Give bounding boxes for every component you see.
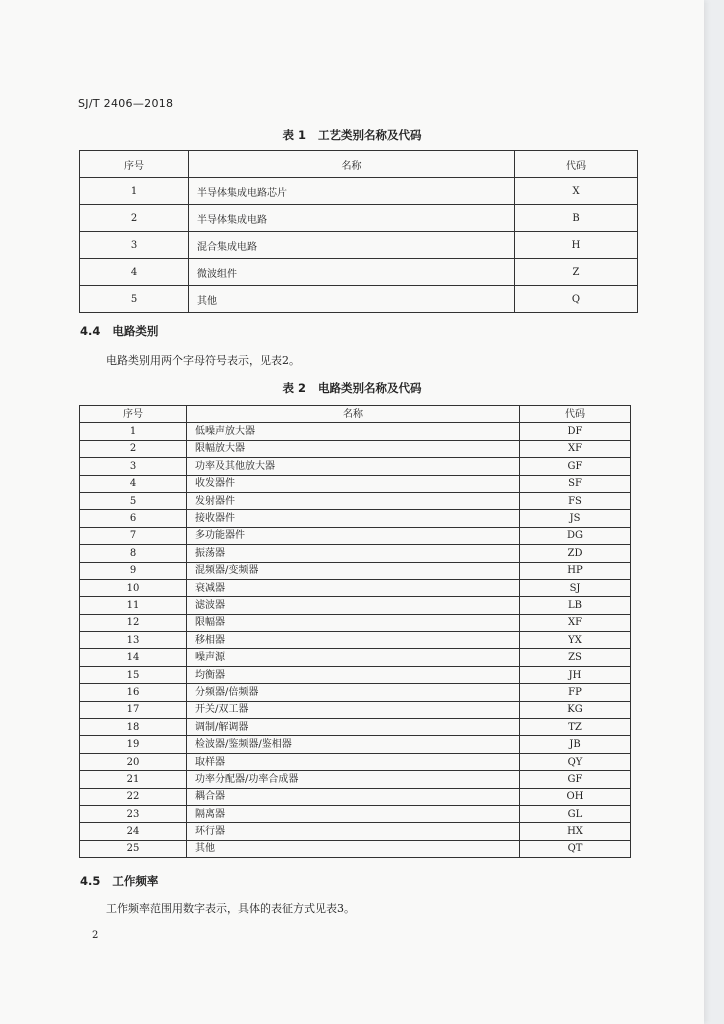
- table2-code-cell: OH: [520, 788, 631, 805]
- table2-row: [80, 440, 631, 457]
- table1-row: [80, 232, 638, 259]
- table2-name-cell: 检波器/鉴频器/鉴相器: [187, 736, 520, 753]
- table2-name-cell: 分频器/倍频器: [187, 684, 520, 701]
- table2-code-cell: LB: [520, 597, 631, 614]
- table2-number-cell: 12: [80, 614, 187, 631]
- table1: [79, 150, 638, 313]
- section-4-4-paragraph: 电路类别用两个字母符号表示，见表2。: [106, 354, 300, 367]
- table2-code-cell: GL: [520, 805, 631, 822]
- table2-row: [80, 771, 631, 788]
- table2-code-cell: JB: [520, 736, 631, 753]
- table2: [79, 405, 631, 858]
- table2-number-cell: 7: [80, 527, 187, 544]
- table2-row: [80, 545, 631, 562]
- table2-row: [80, 597, 631, 614]
- table1-number-cell: 3: [80, 232, 189, 259]
- table2-row: [80, 562, 631, 579]
- table2-row: [80, 719, 631, 736]
- table2-name-cell: 均衡器: [187, 666, 520, 683]
- table1-number-cell: 1: [80, 178, 189, 205]
- table1-title: 工艺类别名称及代码: [318, 128, 422, 142]
- table2-number-cell: 22: [80, 788, 187, 805]
- table2-code-cell: ZS: [520, 649, 631, 666]
- table2-number-cell: 9: [80, 562, 187, 579]
- table2-number-cell: 13: [80, 632, 187, 649]
- table2-code-cell: FS: [520, 492, 631, 509]
- table2-row: [80, 649, 631, 666]
- table2-name-cell: 功率及其他放大器: [187, 458, 520, 475]
- table2-name-cell: 限幅器: [187, 614, 520, 631]
- table1-number: 表 1: [282, 128, 306, 142]
- table1-name-cell: 混合集成电路: [189, 232, 515, 259]
- table2-number-cell: 11: [80, 597, 187, 614]
- table2-code-cell: XF: [520, 440, 631, 457]
- table1-caption: [0, 127, 704, 143]
- table2-row: [80, 840, 631, 857]
- table2-row: [80, 475, 631, 492]
- table2-row: [80, 788, 631, 805]
- table2-row: [80, 492, 631, 509]
- table2-name-cell: 滤波器: [187, 597, 520, 614]
- table2-name-cell: 移相器: [187, 632, 520, 649]
- table2-code-cell: TZ: [520, 719, 631, 736]
- section-4-5-number: 4.5: [80, 874, 101, 888]
- table2-number-cell: 19: [80, 736, 187, 753]
- table1-body: [80, 178, 638, 313]
- table2-code-cell: SF: [520, 475, 631, 492]
- table2-row: [80, 823, 631, 840]
- section-4-4-heading: [80, 323, 158, 339]
- table2-row: [80, 805, 631, 822]
- table2-header-row: [80, 406, 631, 423]
- table2-number-cell: 3: [80, 458, 187, 475]
- table2-row: [80, 684, 631, 701]
- table2-name-cell: 混频器/变频器: [187, 562, 520, 579]
- table1-name-cell: 半导体集成电路: [189, 205, 515, 232]
- table2-row: [80, 527, 631, 544]
- table2-name-cell: 收发器件: [187, 475, 520, 492]
- table2-code-cell: QY: [520, 753, 631, 770]
- table1-number-cell: 4: [80, 259, 189, 286]
- table2-code-cell: HX: [520, 823, 631, 840]
- table1-row: [80, 205, 638, 232]
- table2-number-cell: 24: [80, 823, 187, 840]
- table2-name-cell: 噪声源: [187, 649, 520, 666]
- table2-number-cell: 8: [80, 545, 187, 562]
- table2-number-cell: 10: [80, 579, 187, 596]
- document-code: SJ/T 2406—2018: [78, 97, 174, 110]
- table2-row: [80, 666, 631, 683]
- table2-row: [80, 753, 631, 770]
- table2-number-cell: 6: [80, 510, 187, 527]
- table2-name-cell: 发射器件: [187, 492, 520, 509]
- table2-code-cell: DG: [520, 527, 631, 544]
- table2-code-cell: ZD: [520, 545, 631, 562]
- table1-header-name: 名称: [189, 151, 515, 178]
- section-4-5-title: 工作频率: [112, 874, 159, 888]
- table2-row: [80, 423, 631, 440]
- table1-name-cell: 半导体集成电路芯片: [189, 178, 515, 205]
- table2-name-cell: 调制/解调器: [187, 719, 520, 736]
- table1-row: [80, 178, 638, 205]
- table2-code-cell: DF: [520, 423, 631, 440]
- table2-name-cell: 限幅放大器: [187, 440, 520, 457]
- table1-code-cell: X: [515, 178, 638, 205]
- table1-header-row: [80, 151, 638, 178]
- table2-number-cell: 15: [80, 666, 187, 683]
- table2-row: [80, 579, 631, 596]
- table2-title: 电路类别名称及代码: [318, 381, 422, 395]
- table2-row: [80, 614, 631, 631]
- table1-row: [80, 259, 638, 286]
- table2-number-cell: 21: [80, 771, 187, 788]
- table2-caption: [0, 380, 704, 396]
- table2-name-cell: 开关/双工器: [187, 701, 520, 718]
- table2-row: [80, 736, 631, 753]
- table2-number-cell: 2: [80, 440, 187, 457]
- table1-header-code: 代码: [515, 151, 638, 178]
- table2-code-cell: KG: [520, 701, 631, 718]
- table2-number-cell: 23: [80, 805, 187, 822]
- table2-number-cell: 4: [80, 475, 187, 492]
- table2-code-cell: GF: [520, 458, 631, 475]
- table2-number-cell: 5: [80, 492, 187, 509]
- table2-code-cell: JS: [520, 510, 631, 527]
- table2-code-cell: HP: [520, 562, 631, 579]
- table1-code-cell: Q: [515, 286, 638, 313]
- section-4-4-number: 4.4: [80, 324, 101, 338]
- table2-number-cell: 25: [80, 840, 187, 857]
- table2-row: [80, 510, 631, 527]
- table2-row: [80, 632, 631, 649]
- table2-row: [80, 701, 631, 718]
- table2-name-cell: 隔离器: [187, 805, 520, 822]
- table1-code-cell: H: [515, 232, 638, 259]
- table2-row: [80, 458, 631, 475]
- table2-name-cell: 多功能器件: [187, 527, 520, 544]
- table2-name-cell: 环行器: [187, 823, 520, 840]
- table2-code-cell: YX: [520, 632, 631, 649]
- table2-header-number: 序号: [80, 406, 187, 423]
- table2-number-cell: 20: [80, 753, 187, 770]
- table1-row: [80, 286, 638, 313]
- table2-number: 表 2: [282, 381, 306, 395]
- table2-number-cell: 16: [80, 684, 187, 701]
- table2-code-cell: FP: [520, 684, 631, 701]
- section-4-5-heading: [80, 873, 158, 889]
- table2-number-cell: 14: [80, 649, 187, 666]
- table2-name-cell: 振荡器: [187, 545, 520, 562]
- table1-name-cell: 微波组件: [189, 259, 515, 286]
- table2-name-cell: 衰减器: [187, 579, 520, 596]
- table2-code-cell: GF: [520, 771, 631, 788]
- table2-number-cell: 1: [80, 423, 187, 440]
- table2-name-cell: 耦合器: [187, 788, 520, 805]
- table2-number-cell: 18: [80, 719, 187, 736]
- table1-code-cell: Z: [515, 259, 638, 286]
- table2-name-cell: 接收器件: [187, 510, 520, 527]
- table1-number-cell: 2: [80, 205, 189, 232]
- table2-code-cell: JH: [520, 666, 631, 683]
- section-4-5-paragraph: 工作频率范围用数字表示，具体的表征方式见表3。: [106, 902, 355, 915]
- table2-name-cell: 功率分配器/功率合成器: [187, 771, 520, 788]
- table2-header-code: 代码: [520, 406, 631, 423]
- table2-code-cell: SJ: [520, 579, 631, 596]
- table2-number-cell: 17: [80, 701, 187, 718]
- table2-code-cell: QT: [520, 840, 631, 857]
- table1-number-cell: 5: [80, 286, 189, 313]
- page-number: 2: [92, 930, 99, 941]
- table2-header-name: 名称: [187, 406, 520, 423]
- table1-header-number: 序号: [80, 151, 189, 178]
- table1-name-cell: 其他: [189, 286, 515, 313]
- table2-name-cell: 低噪声放大器: [187, 423, 520, 440]
- section-4-4-title: 电路类别: [112, 324, 159, 338]
- table1-code-cell: B: [515, 205, 638, 232]
- table2-name-cell: 取样器: [187, 753, 520, 770]
- table2-body: [80, 423, 631, 858]
- table2-code-cell: XF: [520, 614, 631, 631]
- table2-name-cell: 其他: [187, 840, 520, 857]
